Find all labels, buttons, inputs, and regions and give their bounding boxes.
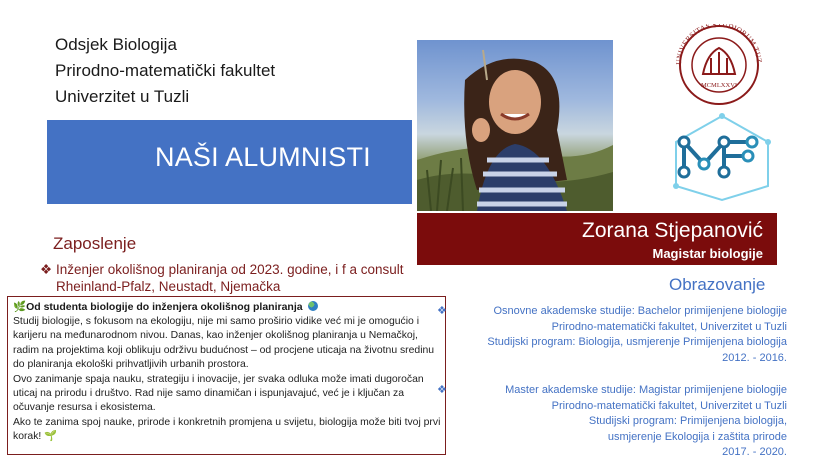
alumna-photo	[417, 40, 613, 211]
story-heading	[13, 300, 318, 313]
education-line: Studijski program: Primijenjena biologija,	[588, 415, 787, 428]
education-line: Prirodno-matematički fakultet, Univerzitet u Tuzli	[551, 320, 787, 333]
globe-icon	[308, 301, 318, 311]
education-line: 2017. - 2020.	[722, 446, 787, 459]
education-line: Prirodno-matematički fakultet, Univerzitet u Tuzli	[551, 399, 787, 412]
story-title: Od studenta biologije do inženjera okolišnog planiranja	[26, 301, 303, 313]
pmf-logo	[668, 112, 776, 202]
employment-heading: Zaposlenje	[53, 234, 137, 253]
story-body	[13, 315, 443, 445]
education-line: Studijski program: Biologija, usmjerenje Primijenjena biologija	[487, 336, 787, 349]
svg-text:UNIVERSITAS STUDIORUM TUZLAENS	[667, 24, 764, 65]
diamond-bullet-icon: ❖	[437, 384, 447, 396]
university-name: Univerzitet u Tuzli	[55, 87, 190, 106]
alumna-name: Zorana Stjepanović	[582, 219, 763, 242]
sprout-icon: 🌱	[44, 431, 58, 443]
faculty-name: Prirodno-matematički fakultet	[55, 61, 276, 80]
page-title: NAŠI ALUMNISTI	[155, 142, 371, 172]
education-item	[437, 304, 787, 368]
education-item	[437, 383, 787, 463]
story-paragraph: Ovo zanimanje spaja nauku, strategiju i inovacije, jer svaka odluka može imati dugoročan uticaj na prirodu i društvo. Rad nije samo dinamičan i ispunjavajuć, već je i ključan za očuvanje resursa i ekosistema.	[13, 373, 424, 414]
education-line: usmjerenje Ekologija i zaštita prirode	[607, 430, 787, 443]
title-banner	[47, 120, 412, 204]
department-name: Odsjek Biologija	[55, 35, 177, 54]
story-paragraph: Studij biologije, s fokusom na ekologiju, nije mi samo proširio vidike već mi je omogućio i karijeru na međunarodnom nivou. Danas, kao inženjer okolišnog planiranja u Nemačkoj, radim na projektima koji oblikuju održivu budućnost – od procjene uticaja na životnu sredinu do planiranja ekološki prihvatljivih urbanih prostora.	[13, 316, 435, 371]
story-paragraph-last	[13, 416, 443, 445]
education-line: Osnovne akademske studije: Bachelor primijenjene biologije	[493, 305, 787, 317]
employment-text: Inženjer okolišnog planiranja od 2023. godine, i f a consult Rheinland-Pfalz, Neustadt, Njemačka	[56, 262, 404, 294]
name-banner	[417, 213, 777, 265]
education-heading: Obrazovanje	[669, 275, 766, 294]
diamond-bullet-icon: ❖	[437, 305, 447, 317]
story-paragraph: Ako te zanima spoj nauke, prirode i konkretnih promjena u svijetu, biologija može biti tvoj prvi korak!	[13, 416, 441, 443]
diamond-bullet-icon: ❖	[40, 262, 53, 277]
seal-ring-text: UNIVERSITAS STUDIORUM TUZ	[673, 24, 764, 66]
seal-year: MCMLXXVI	[700, 82, 738, 89]
alumna-degree: Magistar biologije	[652, 246, 763, 261]
education-line: 2012. - 2016.	[722, 351, 787, 364]
university-seal-logo	[667, 24, 771, 106]
education-line: Master akademske studije: Magistar primijenjene biologije	[505, 384, 787, 396]
story-box	[7, 296, 446, 455]
leaf-icon: 🌿	[13, 301, 27, 313]
